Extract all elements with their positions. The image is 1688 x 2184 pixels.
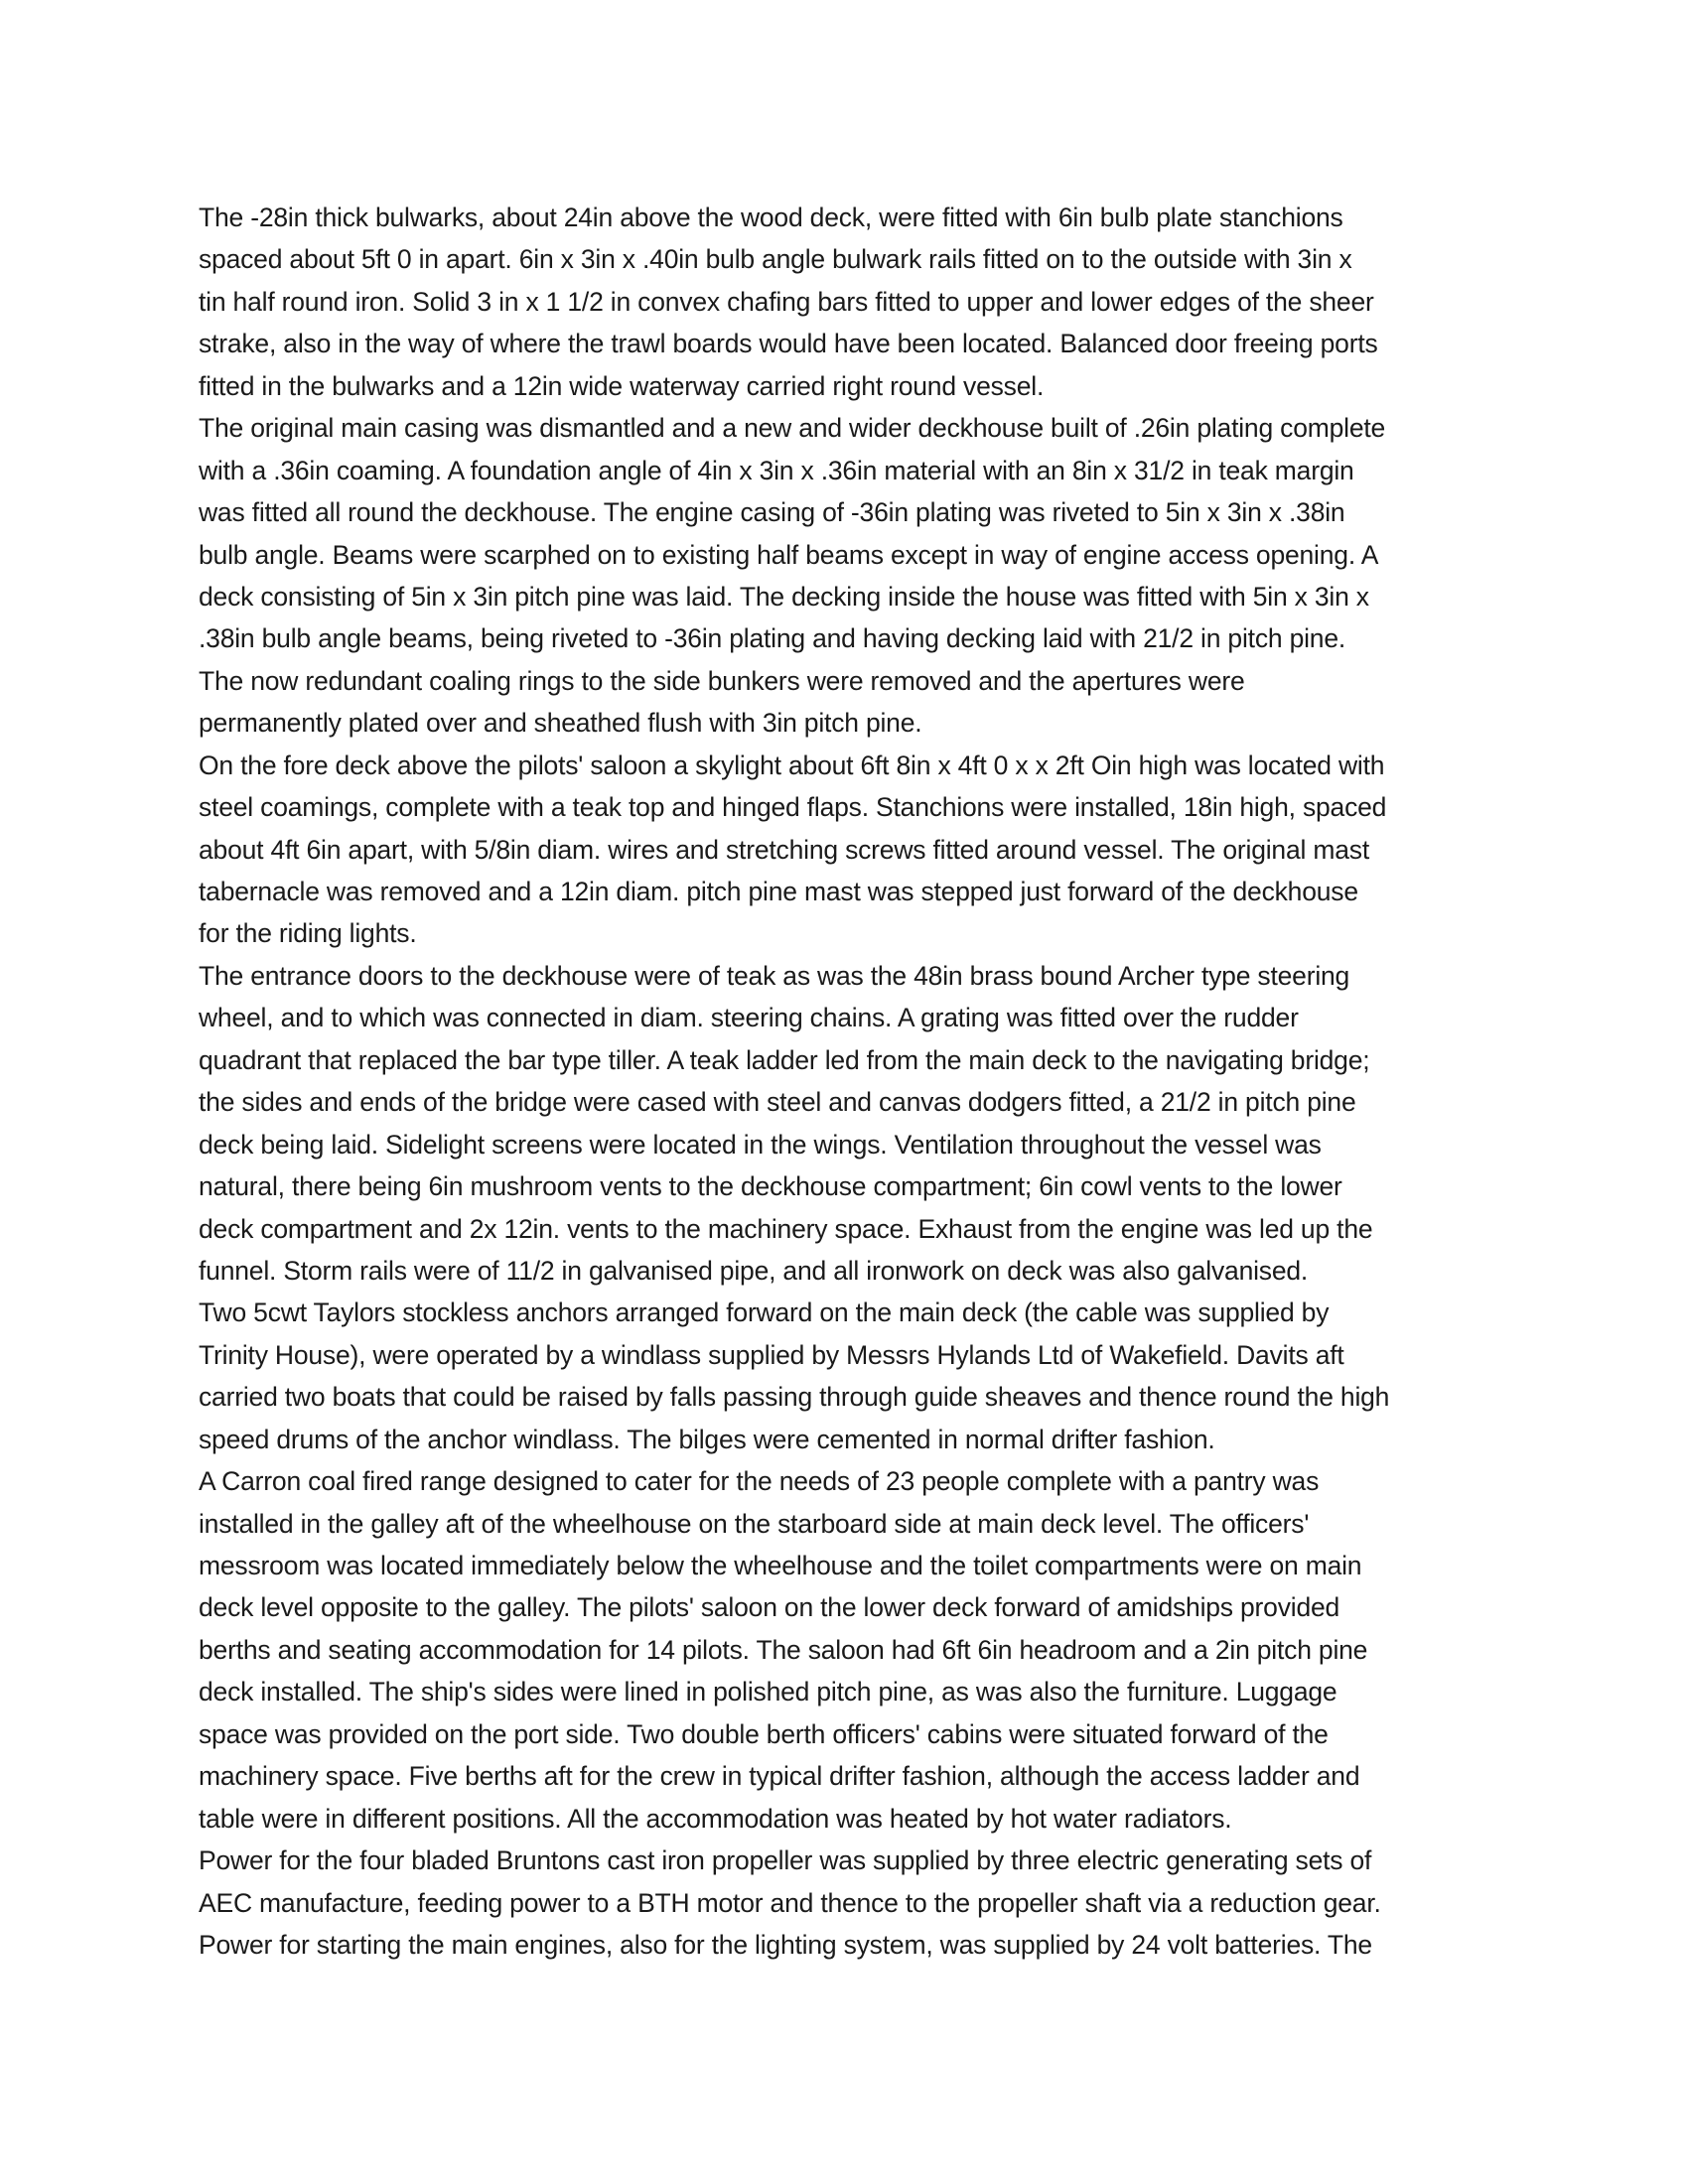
text-line: deck compartment and 2x 12in. vents to the machinery space. Exhaust from the engine was led up the [199,1213,1373,1244]
text-line: table were in different positions. All the accommodation was heated by hot water radiators. [199,1803,1232,1834]
text-line: berths and seating accommodation for 14 pilots. The saloon had 6ft 6in headroom and a 2in pitch pine [199,1634,1368,1665]
text-line: wheel, and to which was connected in diam. steering chains. A grating was fitted over the rudder [199,1003,1299,1033]
text-line: deck being laid. Sidelight screens were located in the wings. Ventilation throughout the vessel was [199,1129,1322,1160]
text-line: The entrance doors to the deckhouse were of teak as was the 48in brass bound Archer type steering [199,960,1350,991]
text-line: A Carron coal fired range designed to cater for the needs of 23 people complete with a pantry was [199,1466,1320,1497]
text-line: fitted in the bulwarks and a 12in wide waterway carried right round vessel. [199,370,1045,401]
text-line: Trinity House), were operated by a windlass supplied by Messrs Hylands Ltd of Wakefield. Davits aft [199,1339,1344,1370]
text-line: The now redundant coaling rings to the side bunkers were removed and the apertures were [199,665,1245,696]
text-line: about 4ft 6in apart, with 5/8in diam. wires and stretching screws fitted around vessel. The original mast [199,834,1369,865]
text-line: On the fore deck above the pilots' saloon a skylight about 6ft 8in x 4ft 0 x x 2ft Oin high was located with [199,750,1385,780]
text-line: funnel. Storm rails were of 11/2 in galvanised pipe, and all ironwork on deck was also galvanised. [199,1255,1309,1286]
text-line: tin half round iron. Solid 3 in x 1 1/2 in convex chafing bars fitted to upper and lower edges of the sheer [199,286,1374,317]
text-line: space was provided on the port side. Two double berth officers' cabins were situated forward of the [199,1718,1329,1749]
text-line: Power for the four bladed Bruntons cast iron propeller was supplied by three electric generating sets of [199,1845,1372,1876]
text-line: speed drums of the anchor windlass. The bilges were cemented in normal drifter fashion. [199,1424,1215,1454]
text-line: AEC manufacture, feeding power to a BTH motor and thence to the propeller shaft via a reduction gear. [199,1887,1381,1918]
text-line: installed in the galley aft of the wheelhouse on the starboard side at main deck level. The officers' [199,1508,1310,1539]
text-line: messroom was located immediately below the wheelhouse and the toilet compartments were on main [199,1551,1362,1580]
text-line: carried two boats that could be raised by falls passing through guide sheaves and thence round the high [199,1382,1390,1413]
text-line: bulb angle. Beams were scarphed on to existing half beams except in way of engine access opening. A [199,539,1379,570]
body-text [199,197,1489,1966]
text-line: The original main casing was dismantled and a new and wider deckhouse built of .26in plating complete [199,413,1386,444]
text-line: quadrant that replaced the bar type tiller. A teak ladder led from the main deck to the navigating bridge; [199,1044,1370,1075]
text-line: permanently plated over and sheathed flush with 3in pitch pine. [199,708,922,739]
text-line: strake, also in the way of where the trawl boards would have been located. Balanced door freeing ports [199,329,1378,359]
text-line: spaced about 5ft 0 in apart. 6in x 3in x .40in bulb angle bulwark rails fitted on to the outside with 3in x [199,244,1352,275]
text-line: deck installed. The ship's sides were lined in polished pitch pine, as was also the furniture. Luggage [199,1677,1337,1707]
text-line: machinery space. Five berths aft for the crew in typical drifter fashion, although the access ladder and [199,1761,1360,1792]
text-line: with a .36in coaming. A foundation angle of 4in x 3in x .36in material with an 8in x 31/2 in teak margin [199,455,1354,485]
text-line: was fitted all round the deckhouse. The engine casing of -36in plating was riveted to 5in x 3in x .38in [199,497,1345,528]
text-line: natural, there being 6in mushroom vents to the deckhouse compartment; 6in cowl vents to the lower [199,1171,1342,1202]
text-line: Power for starting the main engines, also for the lighting system, was supplied by 24 volt batteries. The [199,1929,1372,1960]
text-line: tabernacle was removed and a 12in diam. pitch pine mast was stepped just forward of the deckhouse [199,877,1358,906]
text-line: The -28in thick bulwarks, about 24in above the wood deck, were fitted with 6in bulb plate stanchions [199,203,1343,232]
text-line: Two 5cwt Taylors stockless anchors arranged forward on the main deck (the cable was supplied by [199,1297,1330,1328]
text-line: .38in bulb angle beams, being riveted to -36in plating and having decking laid with 21/2 in pitch pine. [199,623,1346,654]
text-line: the sides and ends of the bridge were cased with steel and canvas dodgers fitted, a 21/2 in pitch pine [199,1087,1356,1118]
text-line: steel coamings, complete with a teak top and hinged flaps. Stanchions were installed, 18in high, spaced [199,792,1387,823]
text-line: deck consisting of 5in x 3in pitch pine was laid. The decking inside the house was fitted with 5in x 3in x [199,581,1369,612]
text-line: for the riding lights. [199,918,417,949]
text-line: deck level opposite to the galley. The pilots' saloon on the lower deck forward of amidships provided [199,1592,1340,1623]
